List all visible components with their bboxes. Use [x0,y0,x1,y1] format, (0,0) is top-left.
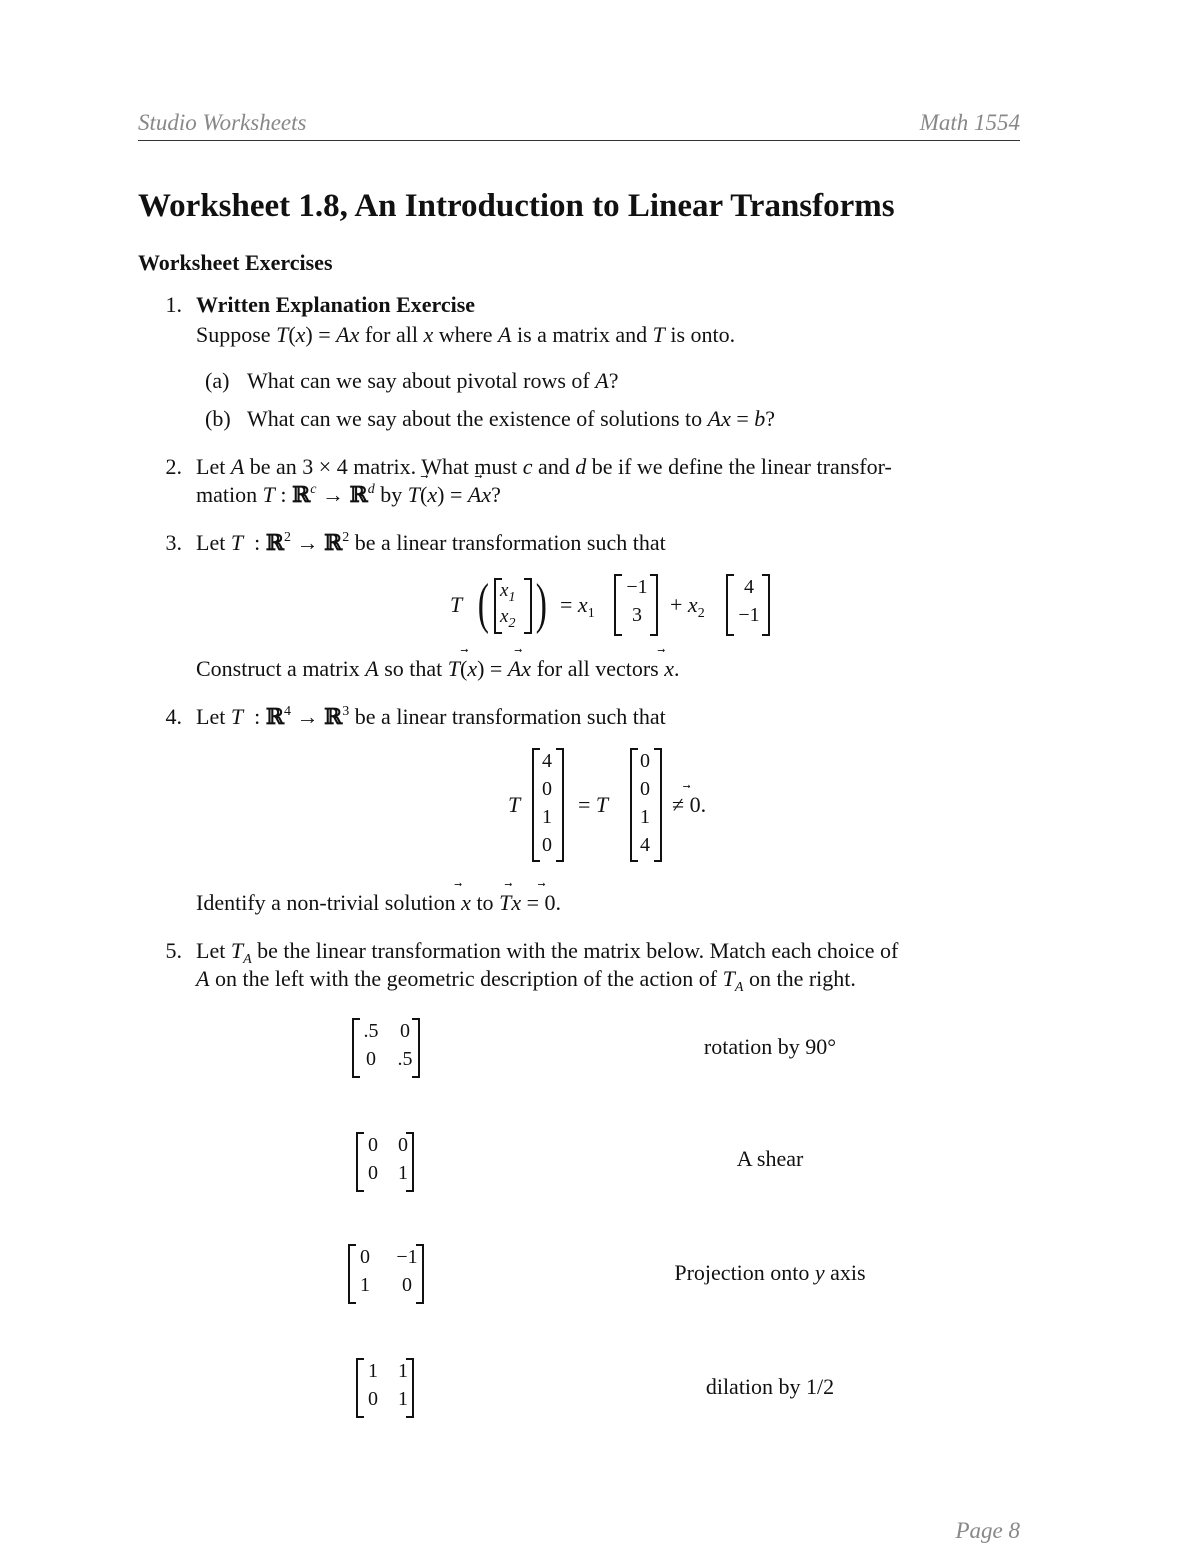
ex4-v1-bracket-right [556,748,564,862]
matrix-entry: 0 [366,1048,376,1070]
page-number: Page 8 [955,1518,1020,1543]
matrix-entry: 0 [398,1134,408,1156]
ex4-v2-bracket-right [654,748,662,862]
ex3-v2-bracket-right [762,574,770,636]
ex3-T: T [450,592,463,617]
ex3-equals: = $x_1$ [560,592,595,621]
ex3-v1-entry: −1 [626,576,648,598]
ex5-description: rotation by 90° [703,1034,837,1059]
ex1-b-label: (b) [205,406,231,431]
ex4-v1-entry: 0 [542,834,552,856]
ex5-line2: A on the left with the geometric description of the action of $T_A$ on the right. [196,966,856,995]
matrix-entry: 1 [398,1162,408,1184]
ex4-v2-entry: 0 [640,778,650,800]
ex5-description: A shear [736,1146,804,1171]
ex4-neq-zero: ≠ 0 ⃗. [672,792,706,818]
matrix-entry: −1 [396,1246,418,1268]
header-right: Math 1554 [919,110,1020,135]
ex1-text: Suppose T(x) = Ax for all x where A is a matrix and T is onto. [196,322,736,347]
matrix-entry: 1 [360,1274,370,1296]
ex3-x2: $x_2$ [500,606,516,631]
matrix-entry: 0 [368,1388,378,1410]
header-rule [138,140,1020,141]
ex2-line2: mation T : ℝ$^c$ → ℝ$^d$ by T(x ⃗) = Ax ⃗? [196,482,501,508]
matrix-entry: .5 [363,1020,379,1042]
ex5-description: Projection onto y axis [674,1260,866,1285]
ex4-v1-entry: 4 [542,750,552,772]
ex4-T1: T [508,792,521,817]
matrix-entry: 1 [368,1360,378,1382]
ex1-heading: Written Explanation Exercise [196,292,476,317]
ex3-plus: + $x_2$ [670,592,705,621]
ex2-line1: Let A be an 3 × 4 matrix. What must c and d be if we define the linear transfor- [196,454,892,479]
ex3-paren-left: ( [477,573,489,635]
page-title: Worksheet 1.8, An Introduction to Linear Transforms [138,188,895,224]
ex3-x1: $x_1$ [500,580,516,605]
matrix-bracket-right [406,1358,414,1418]
ex5-number: 5. [165,938,182,963]
ex4-number: 4. [165,704,182,729]
ex4-v2-entry: 1 [640,806,650,828]
ex4-v1-entry: 1 [542,806,552,828]
ex3-v2-bracket-left [726,574,734,636]
matrix-entry: 0 [368,1134,378,1156]
ex1-a-label: (a) [205,368,230,393]
header-left: Studio Worksheets [138,110,307,135]
matrix-entry: 1 [398,1388,408,1410]
matrix-entry: 1 [398,1360,408,1382]
ex4-line2: Identify a non-trivial solution x ⃗ to Tx ⃗ = 0 ⃗. [196,890,561,916]
ex3-number: 3. [165,530,182,555]
ex5-description: dilation by 1/2 [705,1374,835,1399]
matrix-bracket-right [406,1132,414,1192]
matrix-entry: 0 [402,1274,412,1296]
ex3-v2-entry: −1 [738,604,760,626]
ex5-line1: Let $T_A$ be the linear transformation with the matrix below. Match each choice of [196,938,899,967]
ex3-line1: Let T : ℝ$^2$ → ℝ$^2$ be a linear transformation such that [196,530,666,556]
ex1-number: 1. [165,292,182,317]
matrix-entry: 0 [368,1162,378,1184]
ex1-a-text: What can we say about pivotal rows of A? [247,368,619,393]
section-heading: Worksheet Exercises [138,250,333,275]
ex4-line1: Let T : ℝ$^4$ → ℝ$^3$ be a linear transformation such that [196,704,666,730]
ex4-equals: = T [578,792,609,817]
matrix-entry: .5 [397,1048,413,1070]
ex4-v2-entry: 4 [640,834,650,856]
ex3-paren-right: ) [535,573,547,635]
matrix-entry: 0 [360,1246,370,1268]
matrix-bracket-right [412,1018,420,1078]
ex3-v2-entry: 4 [744,576,754,598]
ex1-b-text: What can we say about the existence of solutions to Ax = b? [247,406,776,431]
ex4-v2-entry: 0 [640,750,650,772]
ex3-line2: Construct a matrix A so that T(x ⃗) = Ax ⃗ for all vectors x ⃗. [196,656,680,682]
ex2-number: 2. [165,454,182,479]
ex3-v1-entry: 3 [632,604,642,626]
matrix-entry: 0 [400,1020,410,1042]
matrix-bracket-right [416,1244,424,1304]
ex3-v1-bracket-right [650,574,658,636]
ex3-x-bracket-right [524,578,532,634]
ex4-v1-entry: 0 [542,778,552,800]
ex3-v1-bracket-left [614,574,622,636]
